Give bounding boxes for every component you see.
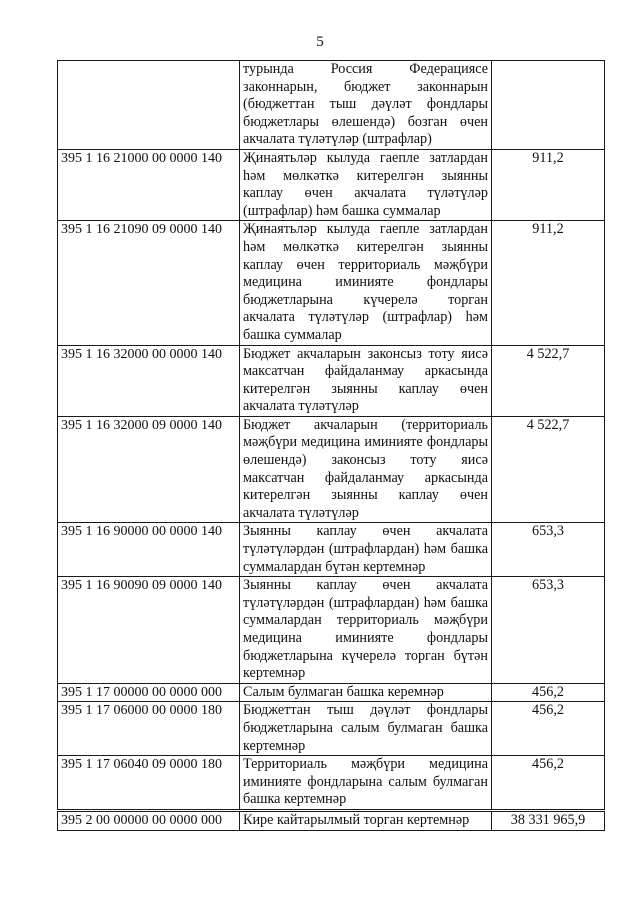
row-amount: 456,2 [492, 702, 605, 756]
row-amount: 4 522,7 [492, 345, 605, 416]
table-row [58, 756, 605, 811]
row-amount: 653,3 [492, 577, 605, 684]
row-code [58, 61, 240, 150]
row-code: 395 1 16 21090 09 0000 140 [58, 221, 240, 345]
row-amount: 911,2 [492, 221, 605, 345]
table-row [58, 702, 605, 756]
row-description: Салым булмаган башка керемнәр [240, 683, 492, 702]
row-code: 395 1 16 21000 00 0000 140 [58, 149, 240, 220]
row-code: 395 1 16 32000 00 0000 140 [58, 345, 240, 416]
row-description: Зыянны каплау өчен акчалата түләтүләрдән (штрафлардан) һәм башка суммалардан территориаль мәҗбүри медицина иминияте фондлары бюджетларына күчерелә торган бүтән кертемнәр [240, 577, 492, 684]
page-number: 5 [316, 34, 324, 50]
row-code: 395 2 00 00000 00 0000 000 [58, 810, 240, 830]
row-description: Бюджет акчаларын (территориаль мәҗбүри медицина иминияте фондлары өлешендә) законсыз тоту яисә максатчан файдаланмау аркасында китерелгән зыянны каплау өчен акчалата түләтүләр [240, 416, 492, 523]
budget-revenue-table [57, 60, 605, 831]
row-code: 395 1 16 32000 09 0000 140 [58, 416, 240, 523]
row-amount: 911,2 [492, 149, 605, 220]
row-amount [492, 61, 605, 150]
row-description: Кире кайтарылмый торган кертемнәр [240, 810, 492, 830]
row-code: 395 1 16 90000 00 0000 140 [58, 523, 240, 577]
row-amount: 4 522,7 [492, 416, 605, 523]
table-row [58, 149, 605, 220]
row-description: турында Россия Федерациясе законнарын, бюджет законнарын (бюджеттан тыш дәүләт фондлары бюджетлары өлешендә) бозган өчен акчалата түләтүләр (штрафлар) [240, 61, 492, 150]
table-row [58, 577, 605, 684]
row-amount: 456,2 [492, 756, 605, 811]
row-amount: 456,2 [492, 683, 605, 702]
row-description: Бюджеттан тыш дәүләт фондлары бюджетларына салым булмаган башка кертемнәр [240, 702, 492, 756]
row-description: Җинаятьләр кылуда гаепле затлардан һәм мөлкәткә китерелгән зыянны каплау өчен территориаль мәҗбүри медицина иминияте фондлары бюджетларына күчерелә торган акчалата түләтүләр (штрафлар) һәм башка суммалар [240, 221, 492, 345]
row-description: Зыянны каплау өчен акчалата түләтүләрдән (штрафлардан) һәм башка суммалардан бүтән кертемнәр [240, 523, 492, 577]
row-description: Бюджет акчаларын законсыз тоту яисә максатчан файдаланмау аркасында китерелгән зыянны каплау өчен акчалата түләтүләр [240, 345, 492, 416]
row-code: 395 1 17 06040 09 0000 180 [58, 756, 240, 811]
row-code: 395 1 16 90090 09 0000 140 [58, 577, 240, 684]
row-code: 395 1 17 00000 00 0000 000 [58, 683, 240, 702]
table-row [58, 221, 605, 345]
table-row [58, 683, 605, 702]
table-row [58, 61, 605, 150]
table-row [58, 523, 605, 577]
table-row [58, 416, 605, 523]
row-amount: 38 331 965,9 [492, 810, 605, 830]
table-row [58, 810, 605, 830]
row-amount: 653,3 [492, 523, 605, 577]
row-description: Территориаль мәҗбүри медицина иминияте фондларына салым булмаган башка кертемнәр [240, 756, 492, 811]
table-row [58, 345, 605, 416]
row-description: Җинаятьләр кылуда гаепле затлардан һәм мөлкәткә китерелгән зыянны каплау өчен акчалата түләтүләр (штрафлар) һәм башка суммалар [240, 149, 492, 220]
row-code: 395 1 17 06000 00 0000 180 [58, 702, 240, 756]
